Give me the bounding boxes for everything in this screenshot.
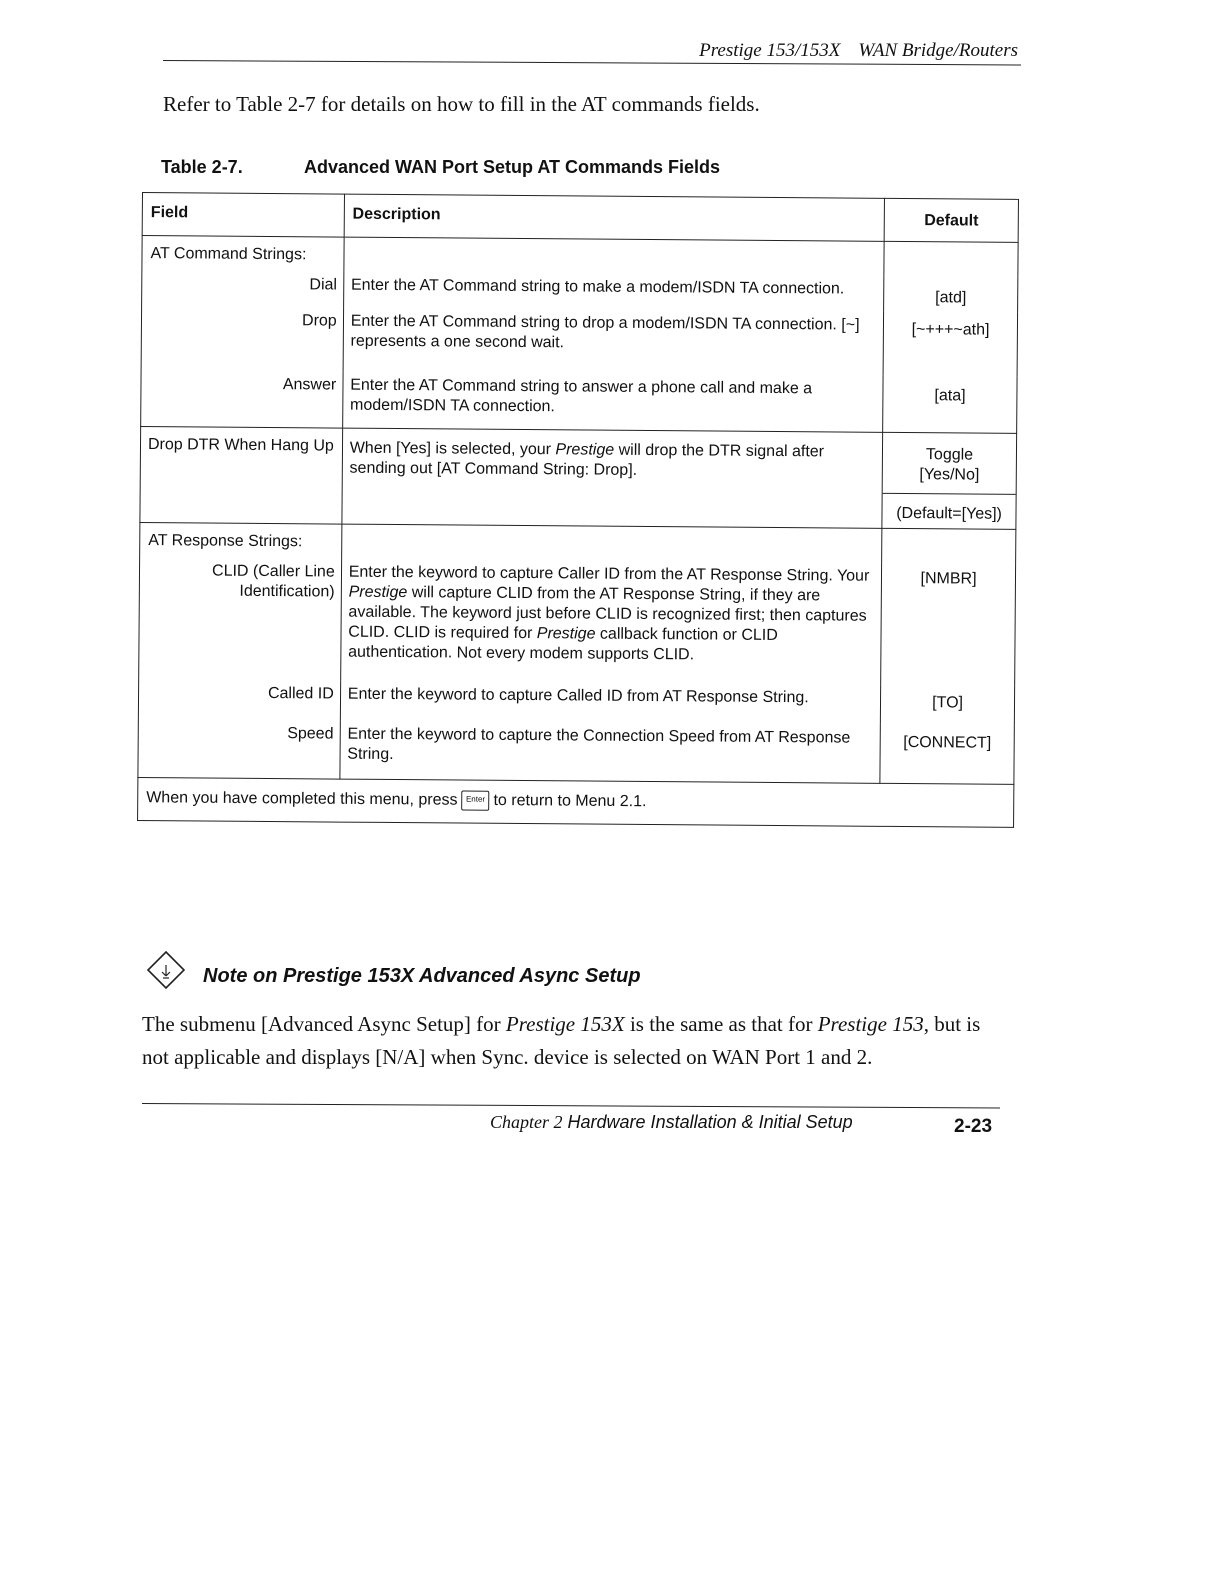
table-row: [140, 426, 1017, 529]
running-footer: [490, 1112, 853, 1133]
description-dial: Enter the AT Command string to make a modem/ISDN TA connection.: [343, 272, 884, 312]
table-row: [138, 679, 1014, 726]
table-caption-title: Advanced WAN Port Setup AT Commands Fields: [304, 157, 721, 177]
header-product: Prestige 153/153X: [699, 40, 841, 61]
field-drop: Drop: [141, 306, 343, 372]
footer-rule: [142, 1103, 1000, 1108]
footer-chapter: Chapter 2: [490, 1112, 563, 1132]
table-caption: [161, 157, 1021, 178]
description-clid: Enter the keyword to capture Caller ID from the AT Response String. Your Prestige will capture CLID from the AT Response String, if they are available. The keyword just before CLID is recognized first; then captures CLID. CLID is required for Prestige callback function or CLID authentication. Not every modem supports CLID.: [340, 559, 881, 685]
header-field: Field: [142, 193, 344, 238]
running-header: [699, 40, 1018, 62]
enter-key-icon: Enter: [461, 791, 489, 811]
header-subtitle: WAN Bridge/Routers: [858, 40, 1018, 61]
table-row: [139, 557, 1016, 686]
default-dial: [atd]: [884, 276, 1018, 313]
description-drop-dtr: When [Yes] is selected, your Prestige will drop the DTR signal after sending out [AT Command String: Drop].: [342, 428, 883, 528]
field-speed: Speed: [138, 719, 340, 779]
table-caption-number: Table 2-7.: [161, 157, 243, 177]
table-header-row: [142, 193, 1018, 243]
footer-chapter-title: Hardware Installation & Initial Setup: [567, 1112, 853, 1132]
description-answer: Enter the AT Command string to answer a phone call and make a modem/ISDN TA connection.: [342, 372, 883, 433]
default-speed: [CONNECT]: [880, 725, 1014, 785]
table-row: [141, 370, 1017, 433]
field-drop-dtr: Drop DTR When Hang Up: [140, 426, 342, 524]
note-title: Note on Prestige 153X Advanced Async Setup: [203, 965, 641, 987]
note-diamond-icon: [146, 950, 186, 990]
at-response-group-label: AT Response Strings:: [140, 522, 342, 558]
description-speed: Enter the keyword to capture the Connection Speed from AT Response String.: [340, 721, 881, 784]
table-row: [141, 306, 1017, 377]
note-body: The submenu [Advanced Async Setup] for Prestige 153X is the same as that for Prestige 153, but is not applicable and displays [N/A] when Sync. device is selected on WAN Port 1 and 2.: [142, 1012, 981, 1069]
field-clid: CLID (Caller Line Identification): [139, 557, 342, 681]
header-description: Description: [344, 194, 885, 241]
field-dial: Dial: [142, 270, 344, 308]
intro-text: Refer to Table 2-7 for details on how to fill in the AT commands fields.: [163, 92, 760, 116]
table-row: [138, 719, 1014, 784]
table-footer-text: When you have completed this menu, press Enter to return to Menu 2.1.: [138, 777, 1014, 827]
default-drop-dtr: Toggle [Yes/No] (Default=[Yes]): [882, 432, 1017, 529]
default-called-id: [TO]: [881, 685, 1015, 726]
default-answer: [ata]: [883, 376, 1017, 434]
at-commands-table: [137, 192, 1019, 828]
default-drop: [~+++~ath]: [883, 312, 1017, 377]
field-answer: Answer: [141, 370, 343, 428]
description-called-id: Enter the keyword to capture Called ID from AT Response String.: [340, 681, 881, 725]
table-footer-row: [138, 777, 1014, 827]
header-default: Default: [884, 198, 1018, 242]
page-number: 2-23: [954, 1116, 993, 1137]
field-called-id: Called ID: [138, 679, 340, 721]
default-clid: [NMBR]: [881, 563, 1016, 686]
at-command-group-label: AT Command Strings:: [142, 236, 344, 272]
description-drop: Enter the AT Command string to drop a modem/ISDN TA connection. [~] represents a one second wait.: [343, 308, 884, 376]
